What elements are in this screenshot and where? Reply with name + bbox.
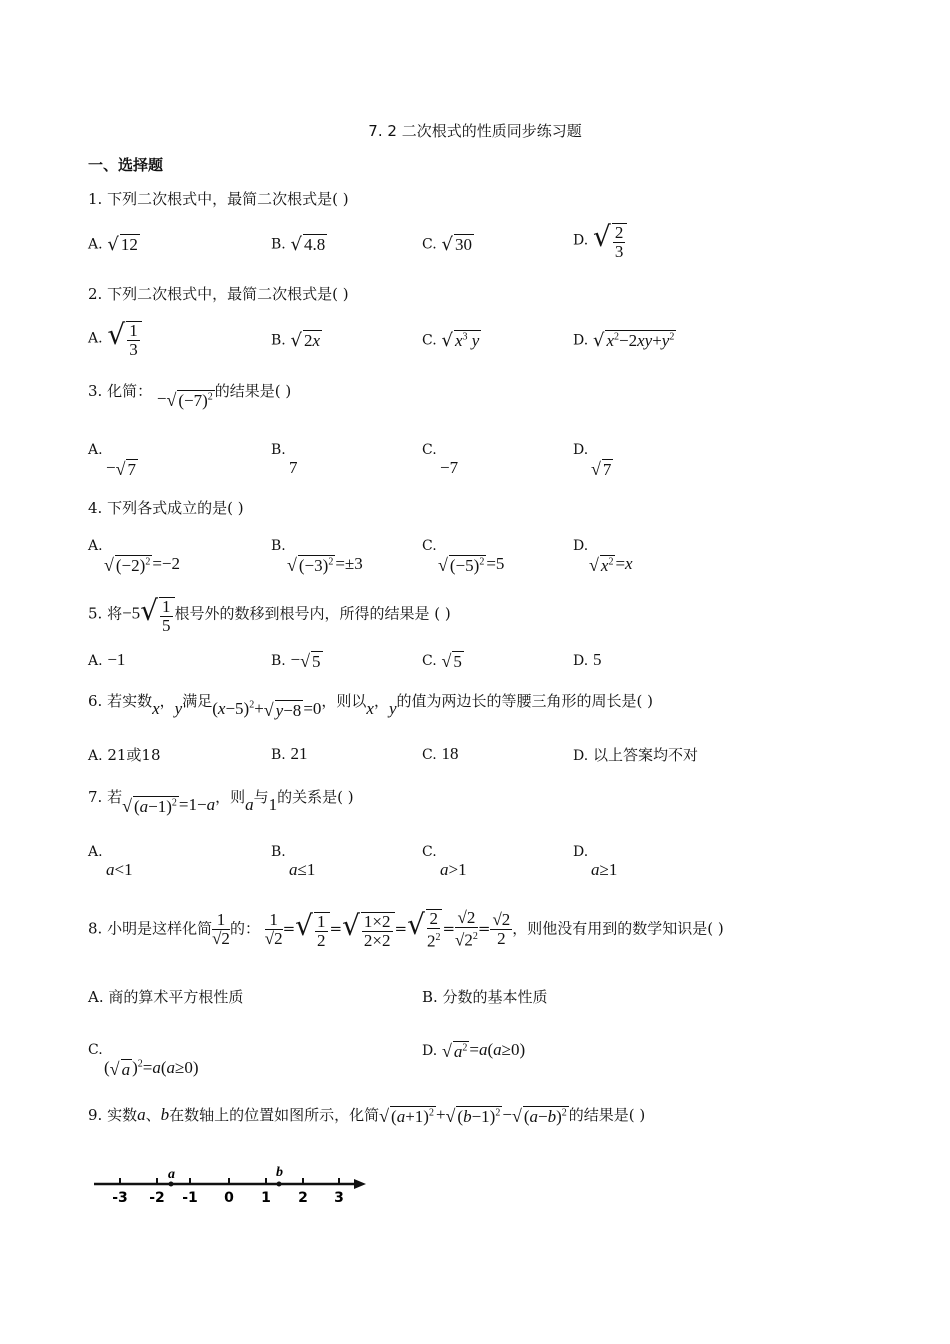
q5-option-b[interactable]: B. −√ 5 [271,650,321,671]
question-9-stem: 9. 实数a、b在数轴上的位置如图所示，化简√ $(a+1)^2$ +√ $(b-1)^2$ −√ $(a-b)^2$ 的结果是( ) [88,1105,646,1126]
q8-option-d[interactable]: D. √ $a^2 =a(a\ge 0)$ [422,1040,526,1061]
question-5-stem: 5. 将−5√ $\frac{1}{5}$ 根号外的数移到根号内，所得的结果是 ( ) [88,594,451,635]
q7-option-b[interactable]: B. a≤1 [271,844,316,879]
q6-option-d[interactable]: D. 以上答案均不对 [573,746,698,764]
page-title: 7. 2 二次根式的性质同步练习题 [368,122,582,140]
q1-option-b[interactable]: B. √ 4.8 [271,234,326,255]
q4-option-b[interactable]: B. √ $(-3)^2 =\pm 3$ [271,538,363,575]
q5-option-a[interactable]: A. −1 [88,650,126,669]
q8-option-c[interactable]: C. (√ a )$^2$=a(a≥0) [88,1042,199,1079]
q1-option-a[interactable]: A. √ 12 [88,234,138,255]
q1-option-d[interactable]: D. √ $\frac{2}{3}$ [573,220,627,261]
question-1-stem: 1. 下列二次根式中，最简二次根式是( ) [88,190,349,208]
tick-label: -1 [182,1190,198,1206]
tick-label: 0 [224,1190,234,1206]
number-line-arrow [354,1179,366,1189]
question-2-stem: 2. 下列二次根式中，最简二次根式是( ) [88,285,349,303]
point-b-label: b [276,1165,283,1180]
q8-option-a[interactable]: A. 商的算术平方根性质 [88,988,244,1006]
tick-label: -3 [112,1190,128,1206]
tick-label: 3 [334,1190,344,1206]
point-b-marker [277,1182,282,1187]
q2-option-d[interactable]: D. √ $x^2-2xy+y^2$ [573,330,675,351]
q2-option-c[interactable]: C. √ $x^3$ y [422,330,480,351]
q6-option-c[interactable]: C. 18 [422,744,459,763]
q3-option-c[interactable]: C. −7 [422,442,459,477]
q4-option-c[interactable]: C. √ $(-5)^2 =5$ [422,538,505,575]
q8-option-b[interactable]: B. 分数的基本性质 [422,988,548,1006]
q1-option-c[interactable]: C. √ 30 [422,234,472,255]
q7-option-c[interactable]: C. a>1 [422,844,467,879]
point-a-label: a [168,1167,175,1182]
q6-option-a[interactable]: A. 21或18 [88,746,161,764]
question-8-stem: 8. 小明是这样化简 $\frac{1}{√2}$ 的： $\frac{1}{√2}$ =√ $\frac{1}{2}$ =√ $\frac{1\times 2}{2\times 2}$ =√ $\frac{2}{2^2}$ = $\frac{√2}{√2^2}$ = $\frac{√2}{2}$ ，则他没有用到的数学知识是( ) [88,908,724,951]
question-4-stem: 4. 下列各式成立的是( ) [88,499,244,517]
q7-option-a[interactable]: A. a<1 [88,844,133,879]
question-7-stem: 7. 若√ $(a-1)^2 =1-a$，则a与1的关系是( ) [88,788,354,816]
section-heading: 一、选择题 [88,156,164,174]
q6-option-b[interactable]: B. 21 [271,744,308,763]
tick-label: -2 [149,1190,165,1206]
question-6-stem: 6. 若实数x，y满足$(x-5)^2+√$ y−8 =0，则以x，y的值为两边长的等腰三角形的周长是( ) [88,692,654,720]
q5-option-d[interactable]: D. 5 [573,650,602,669]
q5-option-c[interactable]: C. √ 5 [422,650,462,671]
question-3-stem: 3. 化简： −√ $(-7)^2$ 的结果是( ) [88,382,292,410]
q4-option-d[interactable]: D. √ $x^2 =x$ [573,538,633,575]
number-line-figure [92,1162,372,1212]
q3-option-a[interactable]: A. −√ 7 [88,442,136,479]
tick-label: 2 [298,1190,308,1206]
tick-label: 1 [261,1190,271,1206]
q3-option-b[interactable]: B. 7 [271,442,298,477]
q2-option-b[interactable]: B. √ 2x [271,330,321,351]
q3-option-d[interactable]: D. √ 7 [573,442,612,479]
point-a-marker [169,1182,174,1187]
q4-option-a[interactable]: A. √ $(-2)^2 =-2$ [88,538,180,575]
q7-option-d[interactable]: D. a≥1 [573,844,618,879]
q2-option-a[interactable]: A. √ $\frac{1}{3}$ [88,318,142,359]
